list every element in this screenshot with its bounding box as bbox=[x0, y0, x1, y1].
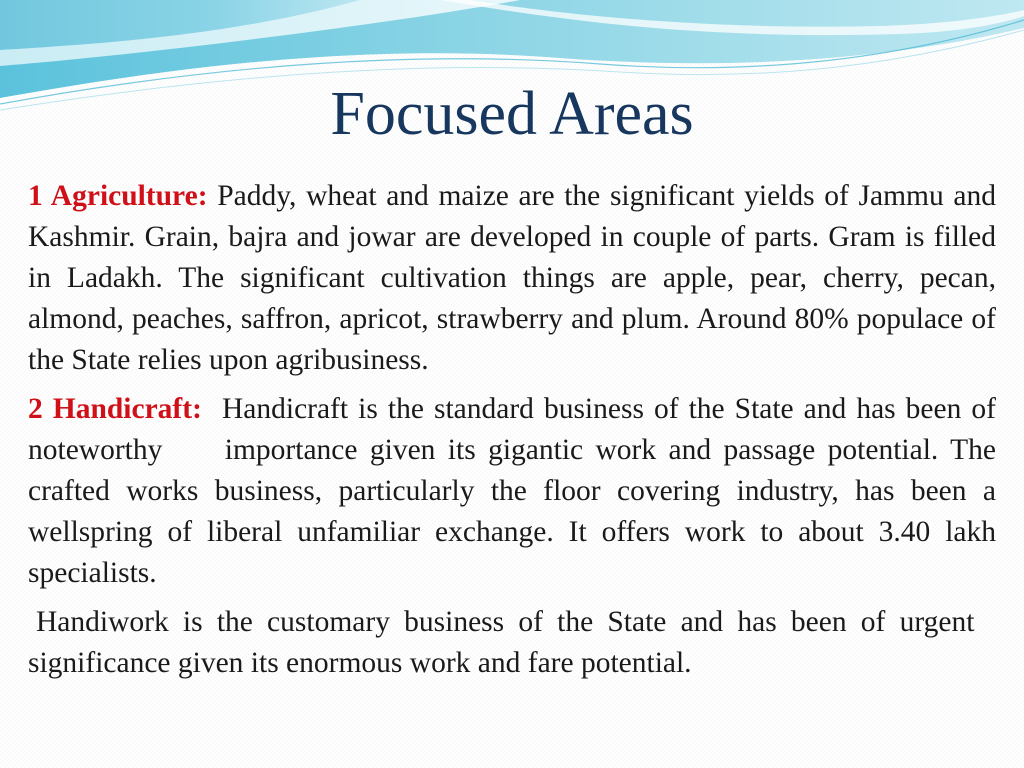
paragraph-text-handicraft-part-2: importance given its gigantic work and passage potential. The crafted works business, particularly the floor covering industry, has been a wellspring of liberal unfamiliar exchange. It offers work to about 3.40 lakh specialists. bbox=[28, 434, 996, 589]
paragraph-label-handicraft: 2 Handicraft: bbox=[28, 393, 202, 425]
paragraph-text-handiwork-part-2: significance given its enormous work and fare potential. bbox=[28, 647, 692, 679]
paragraph-handiwork bbox=[28, 602, 996, 684]
paragraph-handicraft bbox=[28, 389, 996, 594]
paragraph-text-handiwork-part-1: Handiwork is the customary business of the State and has been of urgent bbox=[36, 606, 975, 638]
slide-body bbox=[28, 176, 996, 692]
paragraph-label-agriculture: 1 Agriculture: bbox=[28, 180, 208, 212]
slide-title: Focused Areas bbox=[330, 80, 694, 148]
paragraph-agriculture bbox=[28, 176, 996, 381]
paragraph-text-agriculture: Paddy, wheat and maize are the significant yields of Jammu and Kashmir. Grain, bajra and jowar are developed in couple of parts. Gram is filled in Ladakh. The significant cultivation things are apple, pear, cherry, pecan, almond, peaches, saffron, apricot, strawberry and plum. Around 80% populace of the State relies upon agribusiness. bbox=[28, 180, 996, 376]
paragraph-text-handicraft-part-1: Handicraft is the standard business of the State and has been of noteworthy bbox=[28, 393, 996, 466]
